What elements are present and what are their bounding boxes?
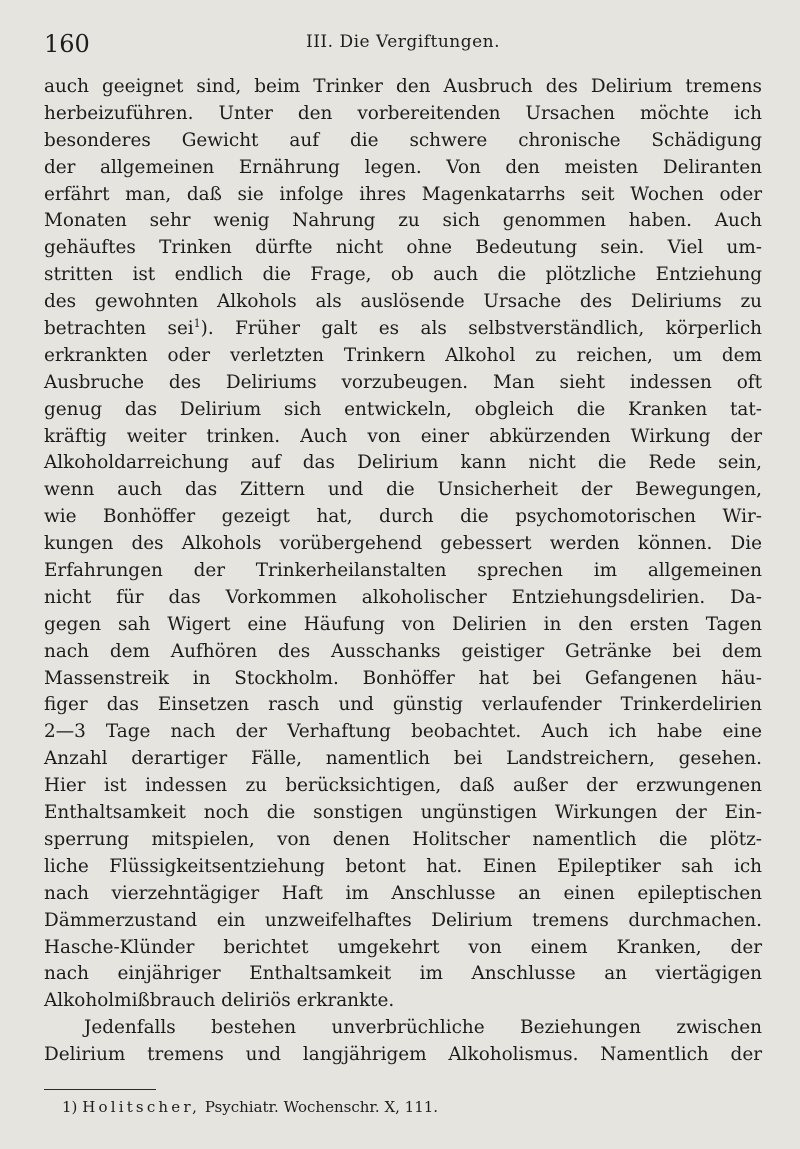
text-line: Massenstreik in Stockholm. Bonhöffer hat bei Gefangenen häu- [44, 667, 762, 689]
text-line: wenn auch das Zittern und die Unsicherheit der Bewegungen, [44, 479, 762, 501]
author-name: Bonhöffer [362, 667, 455, 689]
footnote-author: Holitscher, [82, 1098, 201, 1116]
text-line: herbeizuführen. Unter den vorbereitenden Ursachen möchte ich [44, 102, 762, 124]
text-line: Dämmerzustand ein unzweifelhaftes Delirium tremens durchmachen. [44, 909, 762, 931]
spaced-emphasis: schwere chronische Schädigung [409, 129, 762, 151]
text-line: erkrankten oder verletzten Trinkern Alkohol zu reichen, um dem [44, 344, 762, 366]
footnote-citation: Psychiatr. Wochenschr. X, 111. [204, 1098, 439, 1116]
text-line: Monaten sehr wenig Nahrung zu sich genommen haben. Auch [44, 210, 762, 232]
author-name: Bonhöffer [103, 506, 196, 528]
spaced-emphasis: der allgemeinen Ernährung [44, 156, 340, 178]
text-line: stritten ist endlich die Frage, ob auch die plötzliche Entziehung [44, 264, 762, 286]
body-text [44, 74, 762, 1069]
page-header [44, 30, 760, 60]
text-line: kungen des Alkohols vorübergehend gebessert werden können. Die [44, 533, 762, 555]
text-line: besonderes Gewicht auf die schwere chronische Schädigung [44, 129, 762, 151]
author-name: Hasche-Klünder [44, 936, 195, 958]
text-line: kräftig weiter trinken. Auch von einer abkürzenden Wirkung der [44, 425, 762, 447]
text-line: figer das Einsetzen rasch und günstig verlaufender Trinkerdelirien [44, 694, 762, 716]
text-line: liche Flüssigkeitsentziehung betont hat. Einen Epileptiker sah ich [44, 855, 762, 877]
text-line: auch geeignet sind, beim Trinker den Ausbruch des Delirium tremens [44, 76, 762, 97]
text-line: des gewohnten Alkohols als auslösende Ursache des Deliriums zu [44, 291, 762, 313]
text-line: Delirium tremens und langjährigem Alkoholismus. Namentlich der [44, 1044, 762, 1066]
page-number: 160 [44, 30, 90, 58]
text-line: Enthaltsamkeit noch die sonstigen ungünstigen Wirkungen der Ein- [44, 802, 762, 824]
text-line: Alkoholdarreichung auf das Delirium kann nicht die Rede sein, [44, 452, 762, 474]
text-line: nach vierzehntägiger Haft im Anschlusse an einen epileptischen [44, 882, 762, 904]
text-line: Jedenfalls bestehen unverbrüchliche Beziehungen zwischen [84, 1017, 762, 1039]
text-line: gegen sah Wigert eine Häufung von Delirien in den ersten Tagen [44, 613, 763, 635]
author-name: Wigert [167, 613, 231, 635]
text-line: gehäuftes Trinken dürfte nicht ohne Bedeutung sein. Viel um- [44, 237, 762, 259]
text-line: Hier ist indessen zu berücksichtigen, daß außer der erzwungenen [44, 775, 762, 797]
running-head: III. Die Vergiftungen. [306, 32, 501, 52]
text-line: Anzahl derartiger Fälle, namentlich bei Landstreichern, gesehen. [44, 748, 762, 770]
text-line: wie Bonhöffer gezeigt hat, durch die psychomotorischen Wir- [44, 506, 762, 528]
text-line: nach einjähriger Enthaltsamkeit im Anschlusse an viertägigen [44, 963, 762, 985]
footnote-marker: 1) [62, 1098, 78, 1116]
text-line: Alkoholmißbrauch deliriös erkrankte. [44, 990, 395, 1012]
text-line: sperrung mitspielen, von denen Holitscher namentlich die plötz- [44, 828, 762, 850]
text-line: nach dem Aufhören des Ausschanks geistiger Getränke bei dem [44, 640, 762, 662]
text-line: Ausbruche des Deliriums vorzubeugen. Man sieht indessen oft [44, 371, 762, 393]
text-line: nicht für das Vorkommen alkoholischer Entziehungsdelirien. Da- [44, 586, 762, 608]
text-line: genug das Delirium sich entwickeln, obgleich die Kranken tat- [44, 398, 762, 420]
text-line: Erfahrungen der Trinkerheilanstalten sprechen im allgemeinen [44, 560, 762, 582]
text-line: erfährt man, daß sie infolge ihres Magenkatarrhs seit Wochen oder [44, 183, 762, 205]
text-line: 2—3 Tage nach der Verhaftung beobachtet. Auch ich habe eine [44, 721, 762, 743]
footnote [62, 1097, 438, 1117]
text-line: der allgemeinen Ernährung legen. Von den meisten Deliranten [44, 156, 762, 178]
footnote-divider [44, 1089, 156, 1090]
text-line: betrachten sei$^1$). Früher galt es als selbstverständlich, körperlich [44, 316, 762, 340]
text-line: Hasche-Klünder berichtet umgekehrt von einem Kranken, der [44, 936, 762, 958]
footnote-reference: 1 [193, 316, 201, 330]
author-name: Holitscher [412, 828, 510, 850]
